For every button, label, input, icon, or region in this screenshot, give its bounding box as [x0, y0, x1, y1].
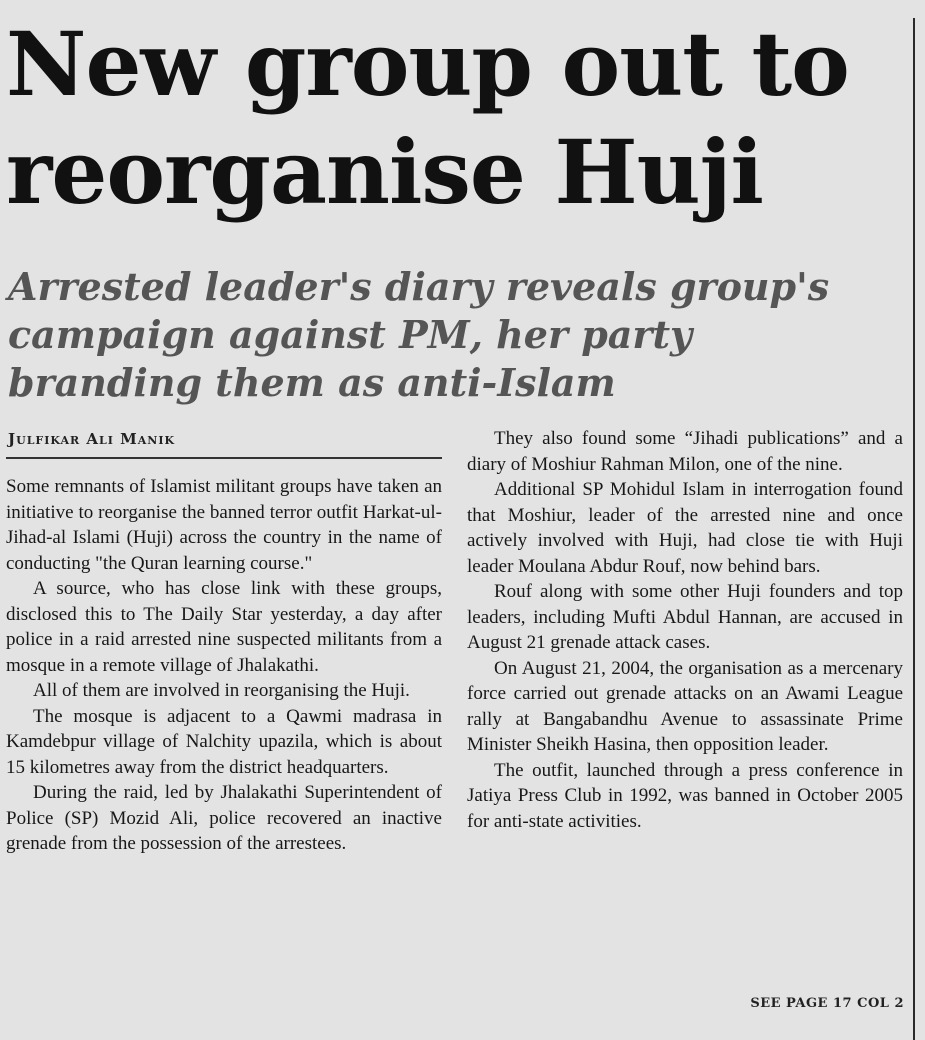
subheadline	[8, 263, 908, 407]
subheadline-line-1: Arrested leader's diary reveals group's	[8, 264, 830, 309]
paragraph: A source, who has close link with these groups, disclosed this to The Daily Star yesterday, a day after police in a raid arrested nine suspected militants from a mosque in a remote village of Jhalakathi.	[6, 578, 442, 676]
headline	[6, 10, 911, 226]
continuation-note: SEE PAGE 17 COL 2	[750, 996, 904, 1011]
paragraph: The mosque is adjacent to a Qawmi madrasa in Kamdebpur village of Nalchity upazila, which is about 15 kilometres away from the district headquarters.	[6, 705, 442, 778]
column-rule	[913, 18, 915, 1040]
paragraph: During the raid, led by Jhalakathi Superintendent of Police (SP) Mozid Ali, police recovered an inactive grenade from the possession of the arrestees.	[6, 782, 442, 854]
paragraph: All of them are involved in reorganising the Huji.	[33, 680, 410, 701]
subheadline-line-2: campaign against PM, her party	[8, 312, 693, 357]
paragraph: Additional SP Mohidul Islam in interrogation found that Moshiur, leader of the arrested nine and once actively involved with Huji, had close tie with Huji leader Moulana Abdur Rouf, now behind bars.	[467, 479, 903, 577]
article-column-right	[467, 426, 903, 834]
paragraph: Rouf along with some other Huji founders and top leaders, including Mufti Abdul Hannan, are accused in August 21 grenade attack cases.	[467, 581, 903, 653]
headline-line-2: reorganise Huji	[6, 120, 763, 224]
paragraph: They also found some “Jihadi publications” and a diary of Moshiur Rahman Milon, one of the nine.	[467, 428, 903, 475]
headline-line-1: New group out to	[6, 12, 849, 116]
paragraph: The outfit, launched through a press conference in Jatiya Press Club in 1992, was banned in October 2005 for anti-state activities.	[467, 759, 903, 832]
article-column-left	[6, 474, 442, 857]
byline: Julfikar Ali Manik	[8, 430, 176, 448]
paragraph: On August 21, 2004, the organisation as a mercenary force carried out grenade attacks on an Awami League rally at Bangabandhu Avenue to assassinate Prime Minister Sheikh Hasina, then opposition leader.	[467, 657, 903, 755]
subheadline-line-3: branding them as anti-Islam	[8, 360, 616, 405]
paragraph: Some remnants of Islamist militant groups have taken an initiative to reorganise the banned terror outfit Harkat-ul-Jihad-al Islami (Huji) across the country in the name of conducting "the Quran learning course."	[6, 476, 442, 574]
byline-divider	[6, 457, 442, 459]
